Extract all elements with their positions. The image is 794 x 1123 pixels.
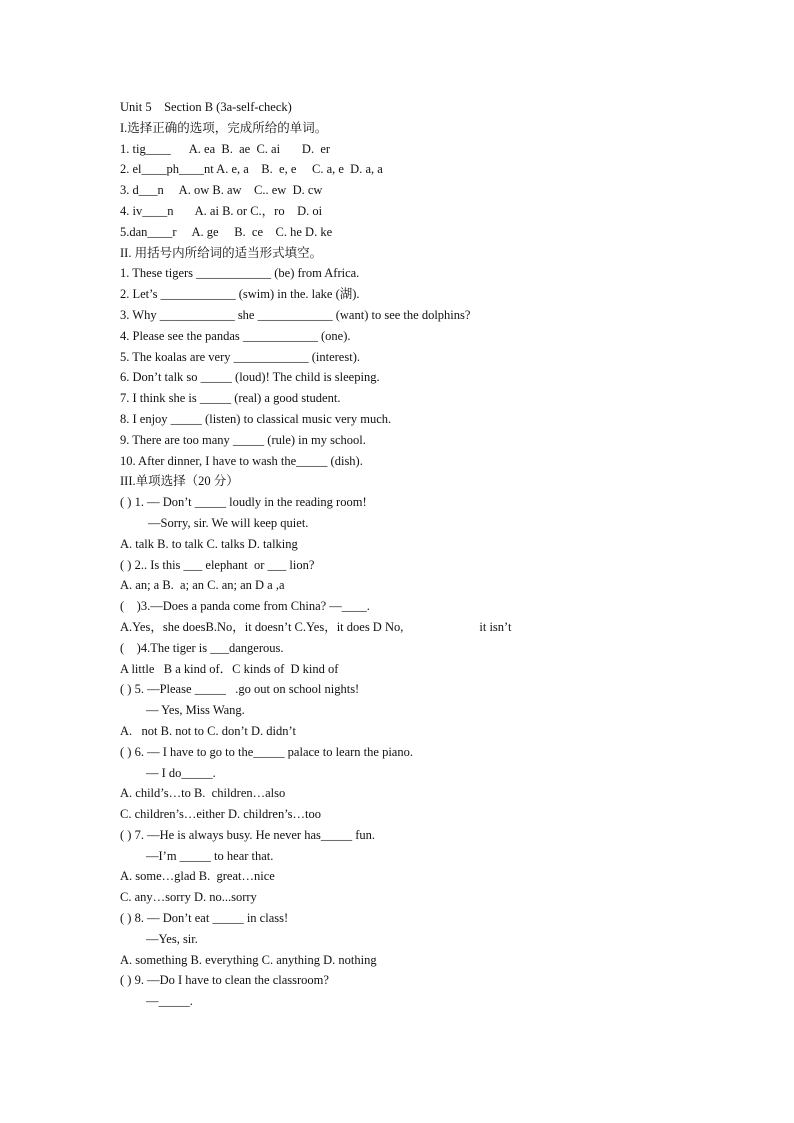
q1-stem: ( ) 1. — Don’t _____ loudly in the reading room! [120,495,367,510]
q6-options-a: A. child’s…to B. children…also [120,786,286,801]
q6-stem: ( ) 6. — I have to go to the_____ palace to learn the piano. [120,744,413,759]
section2-heading: II. 用括号内所给词的适当形式填空。 [120,245,323,260]
section2-item-7: 7. I think she is _____ (real) a good student. [120,391,341,406]
q2-options: A. an; a B. a; an C. an; an D a ,a [120,578,285,593]
section2-item-2: 2. Let’s ____________ (swim) in the. lake (湖). [120,287,360,302]
section2-item-5: 5. The koalas are very ____________ (interest). [120,349,360,364]
q8-options: A. something B. everything C. anything D. nothing [120,952,377,967]
q3-options-a: A.Yes，she doesB.No，it doesn’t C.Yes，it does D No, [120,619,404,634]
q6-reply: — I do_____. [146,765,216,780]
q9-stem: ( ) 9. —Do I have to clean the classroom? [120,973,329,988]
q4-stem: ( )4.The tiger is ___dangerous. [120,640,284,655]
worksheet-content [120,97,590,1012]
q7-reply: —I’m _____ to hear that. [146,848,274,863]
section2-item-10: 10. After dinner, I have to wash the_____ (dish). [120,453,363,468]
q5-reply: — Yes, Miss Wang. [146,703,245,718]
section1-heading: I.选择正确的选项，完成所给的单词。 [120,120,328,135]
section2-item-6: 6. Don’t talk so _____ (loud)! The child is sleeping. [120,370,380,385]
q4-options: A little B a kind of．C kinds of D kind of [120,661,339,676]
q1-reply: —Sorry, sir. We will keep quiet. [148,515,309,530]
section2-item-4: 4. Please see the pandas ____________ (one). [120,328,351,343]
section1-item-5: 5.dan____r A. ge B. ce C. he D. ke [120,224,333,239]
section3-heading: III.单项选择（20 分） [120,474,239,489]
section1-item-1: 1. tig____ A. ea B. ae C. ai D. er [120,141,331,156]
q9-reply: —_____. [146,994,193,1009]
section2-item-8: 8. I enjoy _____ (listen) to classical music very much. [120,411,392,426]
section1-item-3: 3. d___n A. ow B. aw C.. ew D. cw [120,183,323,198]
q3-stem: ( )3.—Does a panda come from China? —____. [120,599,370,614]
q1-options: A. talk B. to talk C. talks D. talking [120,536,298,551]
q2-stem: ( ) 2.. Is this ___ elephant or ___ lion? [120,557,315,572]
section1-item-2: 2. el____ph____nt A. e, a B. e, e C. a, e D. a, a [120,162,383,177]
q7-stem: ( ) 7. —He is always busy. He never has_____ fun. [120,827,376,842]
q5-stem: ( ) 5. —Please _____ .go out on school nights! [120,682,360,697]
section2-item-9: 9. There are too many _____ (rule) in my school. [120,432,366,447]
section2-item-1: 1. These tigers ____________ (be) from Africa. [120,266,360,281]
q7-options-a: A. some…glad B. great…nice [120,869,275,884]
section1-item-4: 4. iv____n A. ai B. or C.，ro D. oi [120,203,323,218]
q3-options-b: it isn’t [479,619,512,634]
page-title: Unit 5 Section B (3a-self-check) [120,100,292,114]
q6-options-b: C. children’s…either D. children’s…too [120,807,322,822]
q8-stem: ( ) 8. — Don’t eat _____ in class! [120,911,289,926]
section2-item-3: 3. Why ____________ she ____________ (want) to see the dolphins? [120,307,471,322]
q8-reply: —Yes, sir. [146,931,198,946]
q5-options: A. not B. not to C. don’t D. didn’t [120,723,296,738]
q7-options-b: C. any…sorry D. no...sorry [120,890,257,905]
q3-options [120,617,590,638]
